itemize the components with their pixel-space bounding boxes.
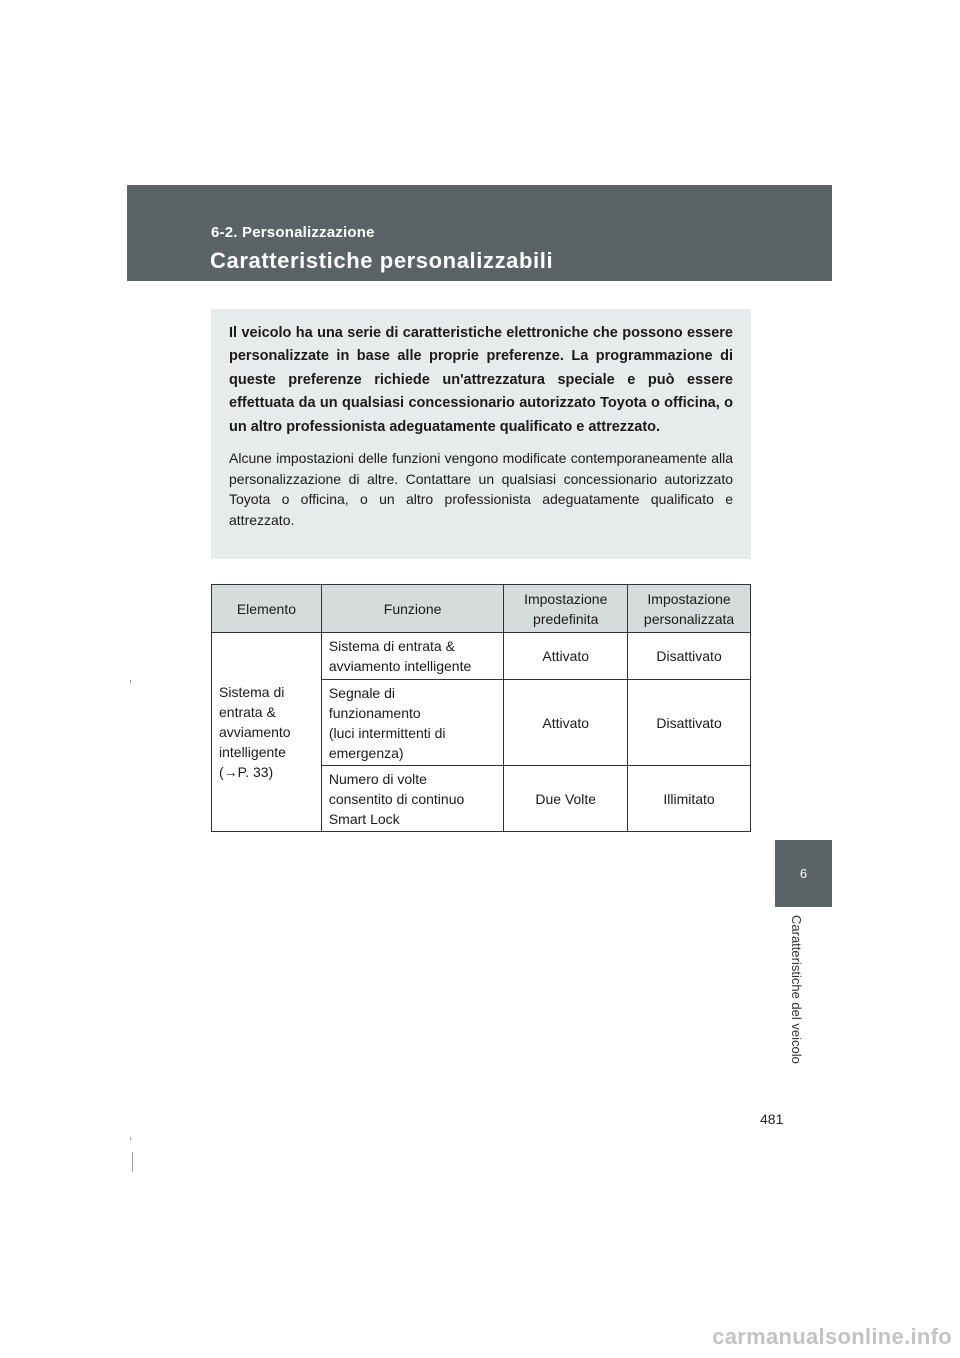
header-custom: Impostazione personalizzata <box>628 585 751 633</box>
settings-table <box>211 584 751 832</box>
page-title: Caratteristiche personalizzabili <box>210 248 554 273</box>
crop-mark <box>130 680 131 683</box>
function-line: (luci intermittenti di <box>328 724 446 741</box>
element-line: avviamento <box>219 724 291 740</box>
function-line: emergenza) <box>328 744 404 761</box>
crop-mark <box>132 1152 133 1172</box>
page-reference: (→P. 33) <box>219 764 274 780</box>
intro-normal-paragraph: Alcune impostazioni delle funzioni vengono modificate contemporaneamente alla personalizzazione di altre. Contattare un qualsiasi concessionario autorizzato Toyota o officina, o un altro professionista adeguatamente qualificato e attrezzato. <box>229 450 733 528</box>
function-line: consentito di continuo <box>328 790 465 807</box>
watermark-logo: carmanualsonline.info <box>712 1324 952 1349</box>
header-element: Elemento <box>212 585 322 633</box>
chapter-side-label: Caratteristiche del veicolo <box>789 915 804 1064</box>
element-line: Sistema di <box>219 684 285 700</box>
element-line: intelligente <box>219 744 286 760</box>
intro-box <box>211 309 751 559</box>
function-line: Sistema di entrata & <box>328 638 455 654</box>
chapter-number: 6 <box>799 866 808 881</box>
header-function: Funzione <box>321 585 504 633</box>
page-number: 481 <box>760 1111 784 1127</box>
function-line: funzionamento <box>328 704 421 721</box>
intro-bold-paragraph: Il veicolo ha una serie di caratteristiche elettroniche che possono essere personalizzate in base alle proprie preferenze. La programmazione di queste preferenze richiede un'attrezzatura speciale e può essere effettuata da un qualsiasi concessionario autorizzato Toyota o officina, o un altro professionista adeguatamente qualificato e attrezzato. <box>229 325 733 435</box>
default-cell: Attivato <box>504 680 628 766</box>
section-label: 6-2. Personalizzazione <box>211 224 375 241</box>
function-cell <box>321 633 504 680</box>
default-cell: Due Volte <box>504 766 628 832</box>
function-line: Smart Lock <box>328 810 400 827</box>
default-cell: Attivato <box>504 633 628 680</box>
table-row <box>212 633 751 680</box>
element-line: entrata & <box>219 704 276 720</box>
custom-cell: Illimitato <box>628 766 751 832</box>
table-header-row <box>212 585 751 633</box>
custom-cell: Disattivato <box>628 633 751 680</box>
element-cell <box>212 633 322 832</box>
crop-mark <box>130 1137 131 1140</box>
function-cell <box>321 766 504 832</box>
chapter-tab <box>775 840 832 907</box>
function-line: avviamento intelligente <box>328 658 472 674</box>
function-cell <box>321 680 504 766</box>
header-default: Impostazione predefinita <box>504 585 628 633</box>
custom-cell: Disattivato <box>628 680 751 766</box>
function-line: Numero di volte <box>328 770 427 787</box>
function-line: Segnale di <box>328 684 396 701</box>
